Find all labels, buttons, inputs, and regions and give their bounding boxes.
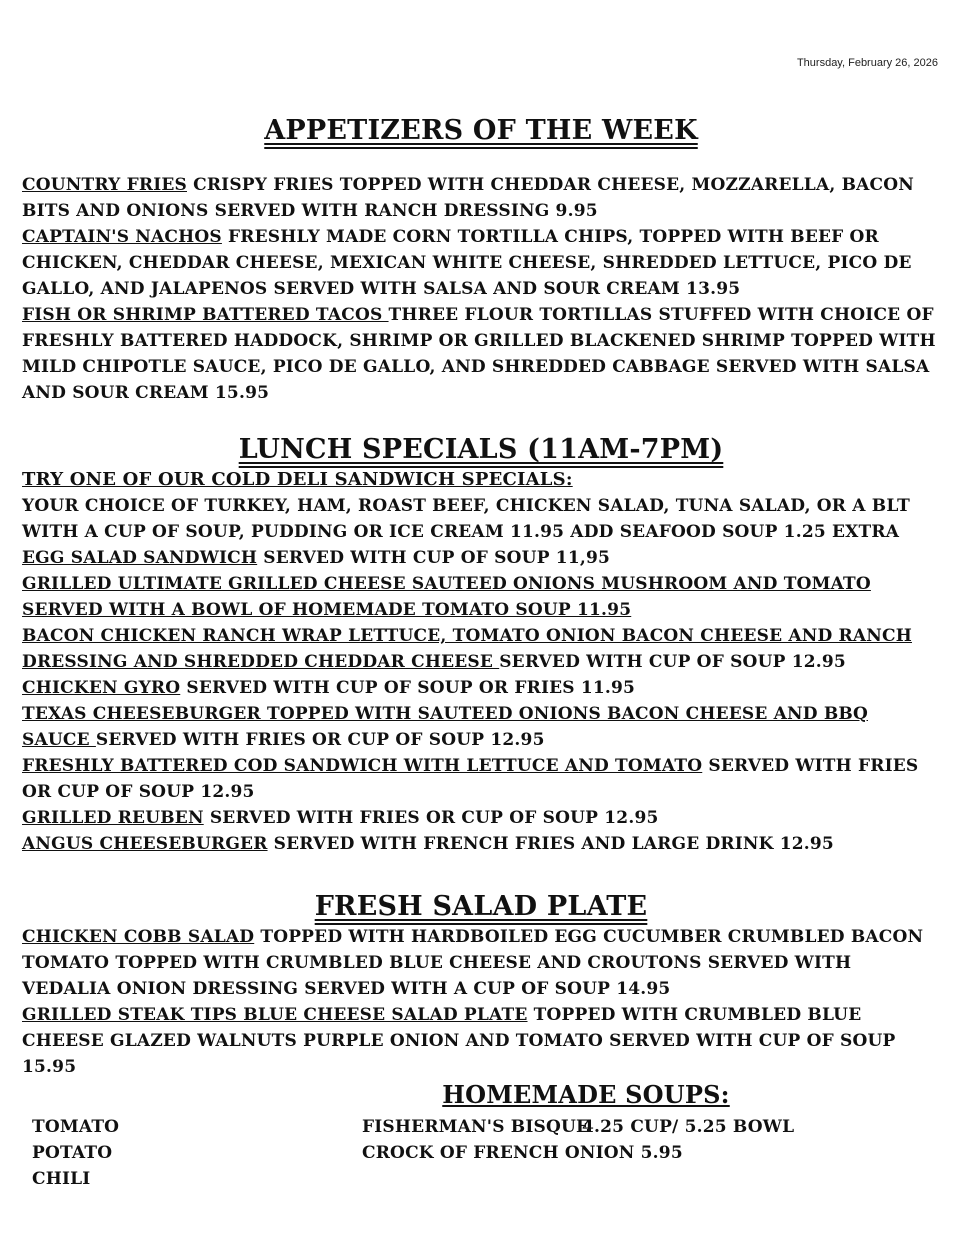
menu-item [22, 172, 940, 224]
item-name: GRILLED REUBEN [22, 808, 204, 828]
item-description: TOPPED WITH CRUMBLED BLUE CHEESE GLAZED WALNUTS PURPLE ONION AND TOMATO SERVED WITH CUP OF SOUP 15.95 [22, 1005, 896, 1077]
appetizers-title: APPETIZERS OF THE WEEK [264, 115, 698, 146]
item-description: SERVED WITH FRIES OR CUP OF SOUP 12.95 [22, 756, 919, 802]
soup-item [362, 1114, 940, 1140]
soup-name: FISHERMAN'S BISQUE [362, 1117, 590, 1137]
soup-item [362, 1140, 940, 1166]
item-name: FRESHLY BATTERED COD SANDWICH WITH LETTUCE AND TOMATO [22, 756, 703, 776]
salad-list [22, 924, 940, 1080]
item-description: CRISPY FRIES TOPPED WITH CHEDDAR CHEESE, MOZZARELLA, BACON BITS AND ONIONS SERVED WITH RANCH DRESSING 9.95 [22, 175, 915, 221]
menu-item [22, 924, 940, 1002]
item-name: GRILLED ULTIMATE GRILLED CHEESE SAUTEED ONIONS MUSHROOM AND TOMATO SERVED WITH A BOWL OF HOMEMADE TOMATO SOUP 11.95 [22, 574, 871, 620]
item-name: ANGUS CHEESEBURGER [22, 834, 268, 854]
item-description: SERVED WITH FRIES OR CUP OF SOUP 12.95 [203, 808, 659, 828]
soups-right-column [362, 1114, 940, 1192]
appetizers-list [22, 172, 940, 406]
item-description: THREE FLOUR TORTILLAS STUFFED WITH CHOICE OF FRESHLY BATTERED HADDOCK, SHRIMP OR GRILLED BLACKENED SHRIMP TOPPED WITH MILD CHIPOTLE SAUCE, PICO DE GALLO, AND SHREDDED CABBAGE SERVED WITH SALSA AND SOUR CREAM 15.95 [22, 305, 936, 403]
menu-item [22, 224, 940, 302]
item-name: CHICKEN COBB SALAD [22, 927, 255, 947]
item-description: TOPPED WITH HARDBOILED EGG CUCUMBER CRUMBLED BACON TOMATO TOPPED WITH CRUMBLED BLUE CHEESE AND CROUTONS SERVED WITH VEDALIA ONION DRESSING SERVED WITH A CUP OF SOUP 14.95 [22, 927, 924, 999]
salad-title: FRESH SALAD PLATE [314, 891, 648, 922]
menu-content [22, 114, 940, 1192]
menu-item [22, 623, 940, 675]
print-date: Thursday, February 26, 2026 [796, 57, 938, 69]
item-description: SERVED WITH CUP OF SOUP 12.95 [499, 652, 846, 672]
menu-item [22, 545, 940, 571]
lunch-list [22, 493, 940, 857]
soups-left-column [22, 1114, 362, 1192]
item-description: SERVED WITH FRIES OR CUP OF SOUP 12.95 [95, 730, 545, 750]
menu-item [22, 1002, 940, 1080]
menu-item [22, 571, 940, 623]
lunch-intro: YOUR CHOICE OF TURKEY, HAM, ROAST BEEF, CHICKEN SALAD, TUNA SALAD, OR A BLT WITH A CUP OF SOUP, PUDDING OR ICE CREAM 11.95 ADD SEAFOOD SOUP 1.25 EXTRA [22, 496, 910, 542]
menu-item [22, 831, 940, 857]
item-description: FRESHLY MADE CORN TORTILLA CHIPS, TOPPED WITH BEEF OR CHICKEN, CHEDDAR CHEESE, MEXICAN WHITE CHEESE, SHREDDED LETTUCE, PICO DE GALLO, AND JALAPENOS SERVED WITH SALSA AND SOUR CREAM 13.95 [22, 227, 912, 299]
item-name: BACON CHICKEN RANCH WRAP LETTUCE, TOMATO ONION BACON CHEESE AND RANCH DRESSING AND SHREDDED CHEDDAR CHEESE [22, 626, 912, 672]
menu-item [22, 753, 940, 805]
soup-price: 4.25 CUP/ 5.25 BOWL [582, 1117, 795, 1137]
menu-item [22, 675, 940, 701]
item-name: CAPTAIN'S NACHOS [22, 227, 222, 247]
menu-item [22, 701, 940, 753]
item-description: SERVED WITH FRENCH FRIES AND LARGE DRINK 12.95 [267, 834, 834, 854]
item-name: FISH OR SHRIMP BATTERED TACOS [22, 305, 389, 325]
menu-item [22, 805, 940, 831]
lunch-subtitle: TRY ONE OF OUR COLD DELI SANDWICH SPECIALS: [22, 469, 573, 490]
item-name: TEXAS CHEESEBURGER TOPPED WITH SAUTEED ONIONS BACON CHEESE AND BBQ SAUCE [22, 704, 868, 750]
soup-name: CROCK OF FRENCH ONION 5.95 [362, 1143, 683, 1163]
soup-item: TOMATO [32, 1117, 120, 1137]
item-name: EGG SALAD SANDWICH [22, 548, 258, 568]
soups-list [22, 1114, 940, 1192]
item-description: SERVED WITH CUP OF SOUP 11,95 [257, 548, 611, 568]
item-name: GRILLED STEAK TIPS BLUE CHEESE SALAD PLATE [22, 1005, 528, 1025]
soups-title: HOMEMADE SOUPS: [442, 1080, 730, 1109]
item-name: COUNTRY FRIES [22, 175, 187, 195]
item-name: CHICKEN GYRO [22, 678, 181, 698]
item-description: SERVED WITH CUP OF SOUP OR FRIES 11.95 [180, 678, 636, 698]
menu-item [22, 302, 940, 406]
soup-item: POTATO [32, 1143, 113, 1163]
appetizers-section [22, 114, 940, 148]
soup-item: CHILI [32, 1169, 91, 1189]
lunch-title: LUNCH SPECIALS (11AM-7PM) [238, 434, 724, 465]
